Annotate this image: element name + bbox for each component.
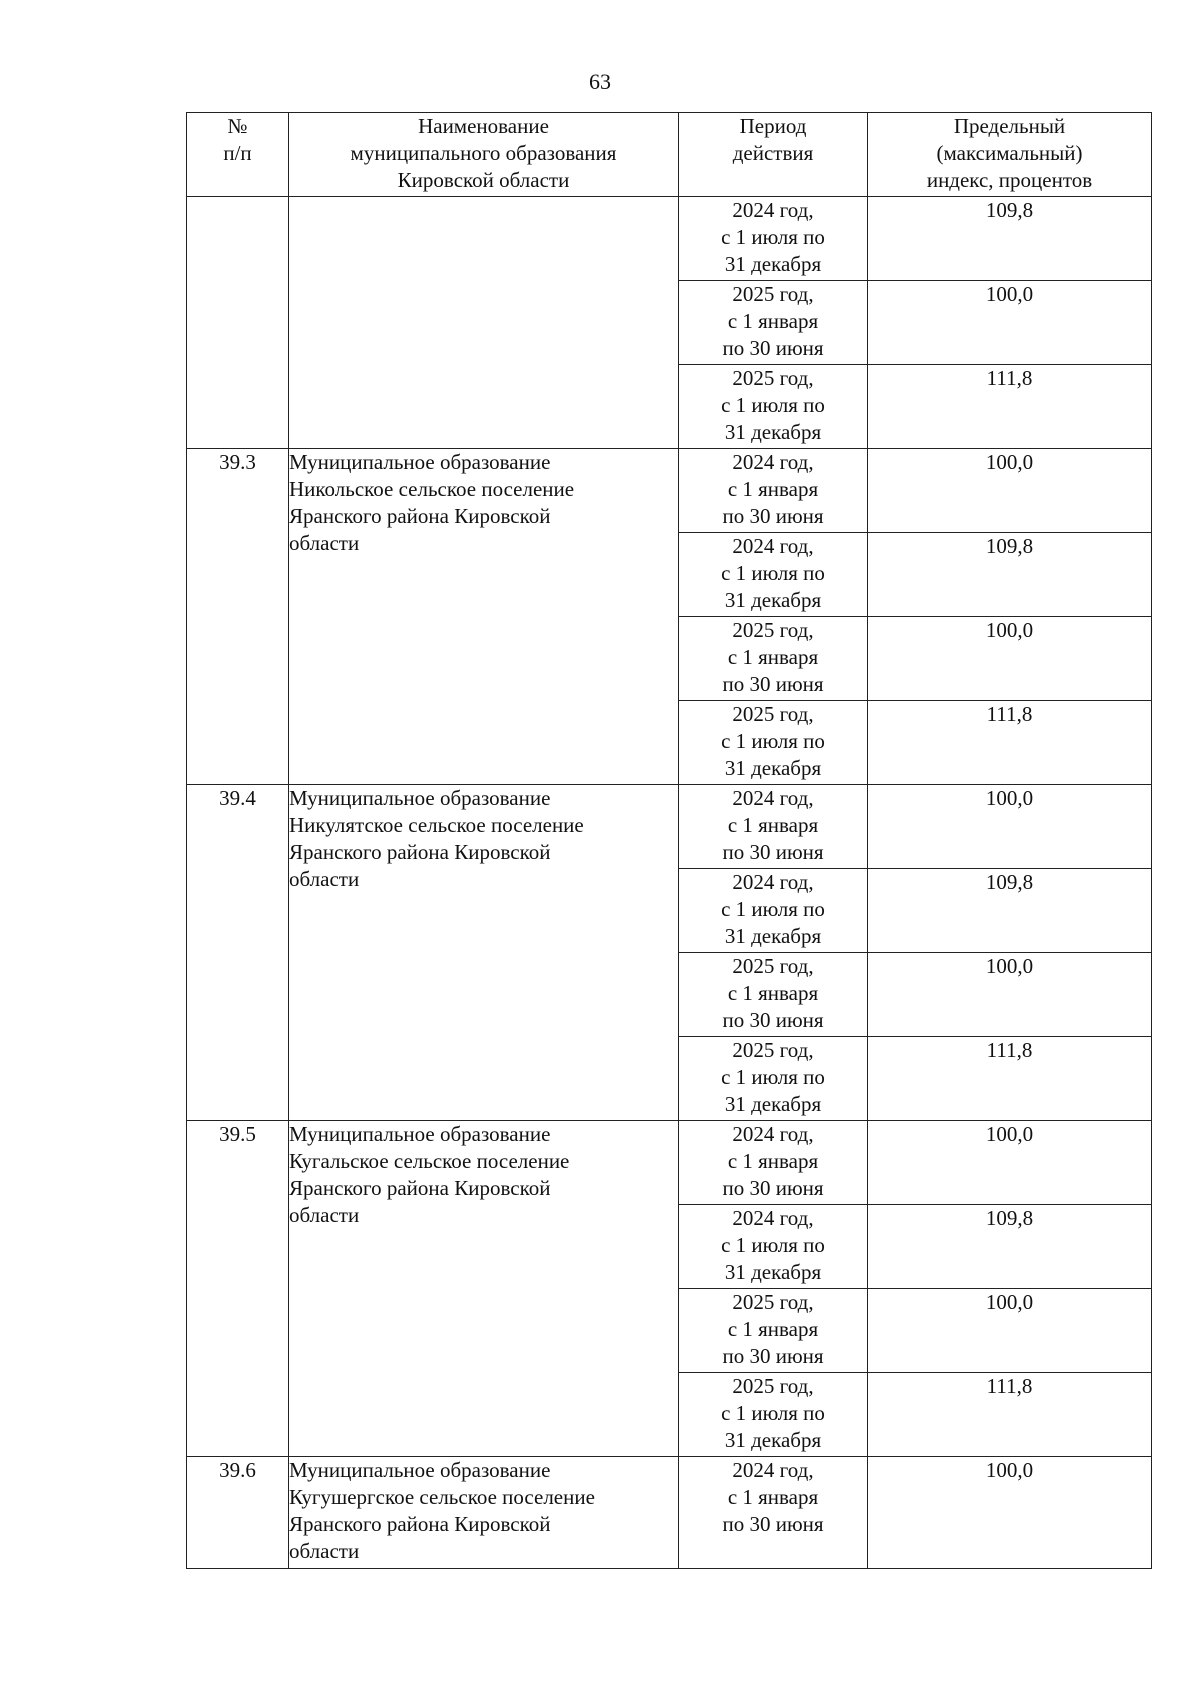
municipality-name-line: Кугальское сельское поселение (289, 1149, 570, 1173)
municipality-name-line: Кугушергское сельское поселение (289, 1485, 595, 1509)
period-line: с 1 июля по (721, 225, 825, 249)
period-line: по 30 июня (722, 1512, 824, 1536)
period-line: по 30 июня (722, 1008, 824, 1032)
municipality-name-line: Яранского района Кировской (289, 504, 551, 528)
period-line: 31 декабря (724, 1260, 822, 1284)
row-number (187, 197, 289, 449)
period-line: по 30 июня (722, 504, 824, 528)
index-value: 100,0 (868, 785, 1152, 869)
municipality-name (289, 197, 679, 449)
header-index (868, 113, 1152, 197)
index-value: 100,0 (868, 617, 1152, 701)
municipality-name-line: Муниципальное образование (289, 786, 551, 810)
period-cell (679, 953, 868, 1037)
period-line: с 1 января (727, 309, 819, 333)
index-value: 100,0 (868, 1289, 1152, 1373)
period-line: 31 декабря (724, 756, 822, 780)
municipality-name-line: Муниципальное образование (289, 1122, 551, 1146)
period-cell (679, 869, 868, 953)
index-value: 100,0 (868, 449, 1152, 533)
period-line: 2025 год, (732, 618, 814, 642)
period-line: по 30 июня (722, 1176, 824, 1200)
municipality-name (289, 1457, 679, 1569)
index-value: 109,8 (868, 1205, 1152, 1289)
period-line: с 1 января (727, 1317, 819, 1341)
header-line: Период (739, 114, 807, 138)
period-cell (679, 281, 868, 365)
index-value: 109,8 (868, 197, 1152, 281)
header-name (289, 113, 679, 197)
header-line: Наименование (418, 114, 549, 138)
period-line: по 30 июня (722, 336, 824, 360)
index-value: 100,0 (868, 1457, 1152, 1569)
period-line: 2024 год, (732, 534, 814, 558)
table-row (187, 449, 1152, 533)
period-cell (679, 617, 868, 701)
row-number: 39.4 (187, 785, 289, 1121)
period-line: 2024 год, (732, 1122, 814, 1146)
period-line: с 1 июля по (721, 1065, 825, 1089)
index-value: 100,0 (868, 953, 1152, 1037)
table-row (187, 1457, 1152, 1569)
period-cell (679, 701, 868, 785)
period-cell (679, 1289, 868, 1373)
period-line: 2024 год, (732, 198, 814, 222)
period-line: 2024 год, (732, 450, 814, 474)
period-line: с 1 января (727, 1149, 819, 1173)
period-line: с 1 января (727, 1485, 819, 1509)
period-line: 31 декабря (724, 1092, 822, 1116)
period-line: 2025 год, (732, 282, 814, 306)
period-line: 2024 год, (732, 1206, 814, 1230)
municipality-name-line: Яранского района Кировской (289, 1512, 551, 1536)
municipality-name-line: области (289, 1203, 360, 1227)
row-number: 39.3 (187, 449, 289, 785)
period-cell (679, 533, 868, 617)
period-line: 2024 год, (732, 1458, 814, 1482)
period-line: с 1 января (727, 477, 819, 501)
period-line: 2025 год, (732, 1038, 814, 1062)
period-line: 31 декабря (724, 588, 822, 612)
header-line: Предельный (953, 114, 1066, 138)
period-line: 31 декабря (724, 420, 822, 444)
period-cell (679, 785, 868, 869)
municipality-name-line: Никулятское сельское поселение (289, 813, 584, 837)
municipality-name-line: Муниципальное образование (289, 450, 551, 474)
index-value: 111,8 (868, 1037, 1152, 1121)
period-line: с 1 января (727, 645, 819, 669)
header-period (679, 113, 868, 197)
index-value: 100,0 (868, 1121, 1152, 1205)
municipality-name-line: Никольское сельское поселение (289, 477, 575, 501)
table-body (187, 197, 1152, 1569)
municipality-name-line: Яранского района Кировской (289, 1176, 551, 1200)
header-line: (максимальный) (936, 141, 1083, 165)
index-value: 111,8 (868, 701, 1152, 785)
table-header-row (187, 113, 1152, 197)
period-line: по 30 июня (722, 840, 824, 864)
municipality-name (289, 1121, 679, 1457)
header-line: муниципального образования (350, 141, 617, 165)
tariff-index-table (186, 112, 1152, 1569)
period-line: с 1 июля по (721, 561, 825, 585)
period-cell (679, 1373, 868, 1457)
period-line: 2025 год, (732, 1290, 814, 1314)
table-row (187, 785, 1152, 869)
municipality-name-line: Яранского района Кировской (289, 840, 551, 864)
period-line: 2024 год, (732, 786, 814, 810)
header-line: индекс, процентов (926, 168, 1093, 192)
municipality-name (289, 785, 679, 1121)
period-line: 31 декабря (724, 252, 822, 276)
index-value: 111,8 (868, 365, 1152, 449)
period-line: 31 декабря (724, 924, 822, 948)
period-line: по 30 июня (722, 1344, 824, 1368)
period-line: с 1 июля по (721, 393, 825, 417)
index-value: 100,0 (868, 281, 1152, 365)
table-row (187, 1121, 1152, 1205)
municipality-name (289, 449, 679, 785)
period-line: с 1 июля по (721, 729, 825, 753)
period-line: с 1 января (727, 813, 819, 837)
header-line: действия (732, 141, 814, 165)
period-line: с 1 июля по (721, 1401, 825, 1425)
period-line: 2024 год, (732, 870, 814, 894)
municipality-name-line: области (289, 1539, 360, 1563)
header-num (187, 113, 289, 197)
period-cell (679, 197, 868, 281)
period-line: 31 декабря (724, 1428, 822, 1452)
row-number: 39.6 (187, 1457, 289, 1569)
period-cell (679, 1205, 868, 1289)
period-line: с 1 января (727, 981, 819, 1005)
header-line: Кировской области (397, 168, 570, 192)
header-line: п/п (223, 141, 252, 165)
row-number: 39.5 (187, 1121, 289, 1457)
period-line: с 1 июля по (721, 1233, 825, 1257)
period-cell (679, 449, 868, 533)
index-value: 109,8 (868, 533, 1152, 617)
period-cell (679, 1457, 868, 1569)
period-cell (679, 365, 868, 449)
period-cell (679, 1037, 868, 1121)
index-value: 109,8 (868, 869, 1152, 953)
period-line: 2025 год, (732, 954, 814, 978)
index-value: 111,8 (868, 1373, 1152, 1457)
table-row (187, 197, 1152, 281)
page-number: 63 (589, 69, 611, 94)
period-line: по 30 июня (722, 672, 824, 696)
period-line: с 1 июля по (721, 897, 825, 921)
municipality-name-line: области (289, 531, 360, 555)
header-line: № (227, 114, 248, 138)
municipality-name-line: области (289, 867, 360, 891)
period-line: 2025 год, (732, 366, 814, 390)
period-line: 2025 год, (732, 702, 814, 726)
period-line: 2025 год, (732, 1374, 814, 1398)
period-cell (679, 1121, 868, 1205)
municipality-name-line: Муниципальное образование (289, 1458, 551, 1482)
